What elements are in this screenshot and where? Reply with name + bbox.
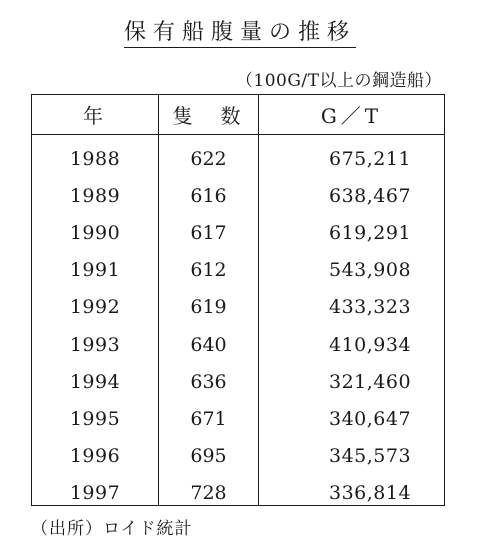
table-cell-ships: 617 [190,221,227,244]
document-title-text: 保有船腹量の推移 [124,20,356,48]
table-cell-ships: 619 [190,296,227,319]
table-cell-gt: 675,211 [329,147,412,170]
table-cell-gt: 433,323 [329,296,412,319]
table-cell-gt: 340,647 [329,407,412,430]
table-cell-gt: 410,934 [329,333,412,356]
table-cell-year: 1994 [69,370,121,393]
header-year: 年 [32,95,159,134]
table-body [32,135,444,505]
ships-column [159,135,259,505]
gt-column [259,135,444,505]
table-cell-ships: 695 [190,445,227,468]
table-cell-year: 1997 [69,482,121,505]
header-gt: G／T [320,104,383,128]
document-title [0,20,480,48]
table-cell-ships: 728 [190,482,227,505]
header-ships: 隻 数 [159,95,259,134]
table-cell-year: 1996 [69,445,121,468]
table-cell-year: 1990 [69,221,121,244]
fleet-table [31,94,445,506]
table-cell-year: 1991 [69,259,121,282]
table-cell-year: 1989 [69,184,121,207]
table-cell-year: 1992 [69,296,121,319]
table-cell-gt: 619,291 [329,221,412,244]
table-cell-gt: 638,467 [329,184,412,207]
table-cell-year: 1993 [69,333,121,356]
table-cell-gt: 336,814 [329,482,412,505]
table-note: （100G/T以上の鋼造船） [235,71,442,91]
table-cell-ships: 636 [190,370,227,393]
table-header-row [32,95,444,135]
table-cell-ships: 616 [190,184,227,207]
table-cell-ships: 671 [190,407,227,430]
table-cell-year: 1995 [69,407,121,430]
source-note: （出所）ロイド統計 [31,519,193,539]
year-column [32,135,159,505]
table-cell-gt: 321,460 [329,370,412,393]
table-cell-ships: 612 [190,259,227,282]
table-cell-gt: 345,573 [329,445,412,468]
table-cell-year: 1988 [69,147,121,170]
table-cell-gt: 543,908 [329,259,412,282]
table-cell-ships: 622 [190,147,227,170]
table-cell-ships: 640 [190,333,227,356]
